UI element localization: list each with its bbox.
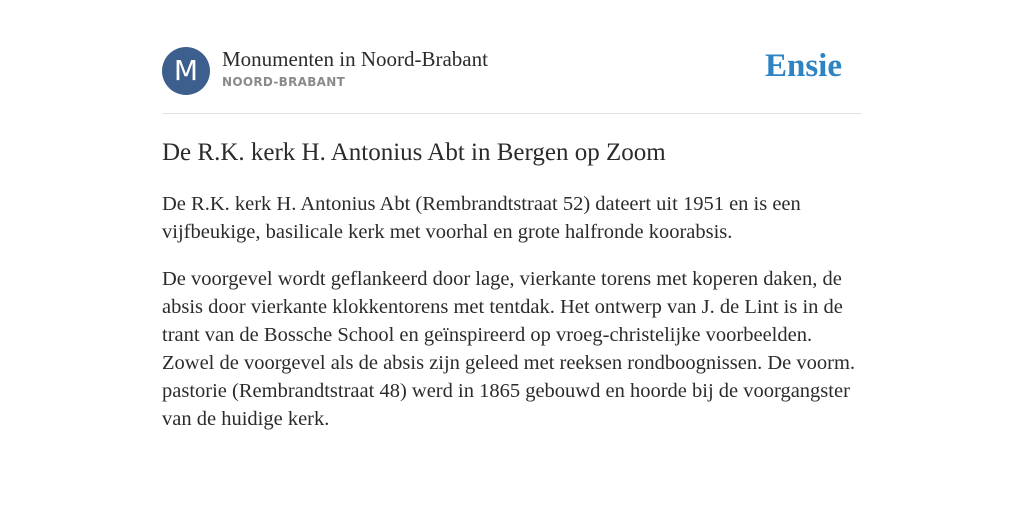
card-header	[162, 46, 862, 96]
article-paragraph: De voorgevel wordt geflankeerd door lage, vierkante torens met koperen daken, de absis door vierkante klokkentorens met tentdak. Het ontwerp van J. de Lint is in de trant van de Bossche School en geïnspireerd op vroeg-christelijke voorbeelden. Zowel de voorgevel als de absis zijn geleed met reeksen rondboognissen. De voorm. pastorie (Rembrandtstraat 48) werd in 1865 gebouwd en hoorde bij de voorgangster van de huidige kerk.	[162, 268, 856, 430]
divider	[162, 113, 862, 114]
article-card	[162, 46, 862, 430]
article-body	[162, 190, 862, 452]
article-paragraph: De R.K. kerk H. Antonius Abt (Rembrandtstraat 52) dateert uit 1951 en is een vijfbeukige, basilicale kerk met voorhal en grote halfronde koorabsis.	[162, 193, 801, 243]
site-name-link[interactable]: Monumenten in Noord-Brabant	[222, 47, 488, 71]
site-category: NOORD-BRABANT	[222, 75, 346, 89]
article-title: De R.K. kerk H. Antonius Abt in Bergen op Zoom	[162, 139, 666, 166]
avatar[interactable]: M	[162, 47, 210, 95]
brand-logo[interactable]: Ensie	[764, 48, 842, 84]
